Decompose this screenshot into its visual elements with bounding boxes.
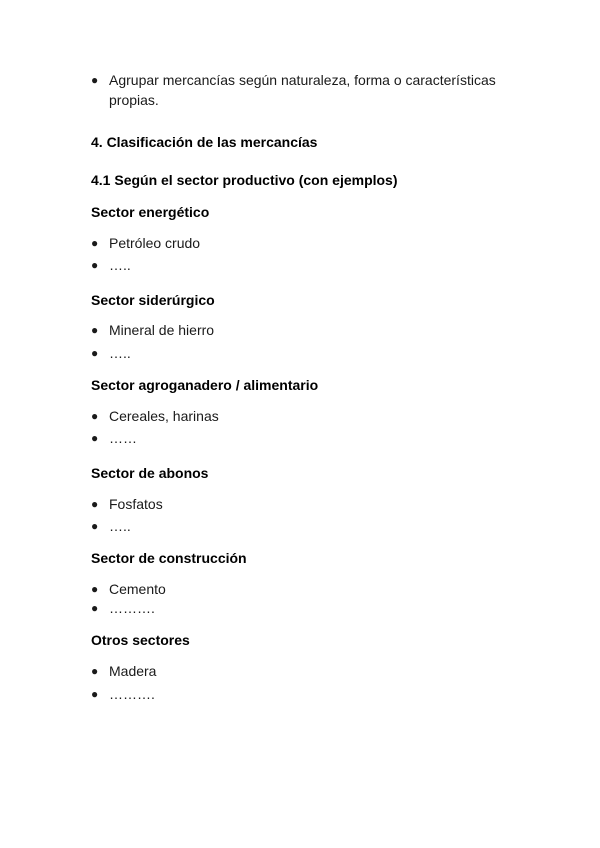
list-item-text: …… — [109, 430, 137, 446]
list-item-text: Petróleo crudo — [109, 235, 201, 251]
sector-heading: Sector agroganadero / alimentario — [91, 377, 319, 393]
bullet-icon: ● — [91, 582, 99, 596]
subsection-title: 4.1 Según el sector productivo (con ejemplos) — [91, 172, 398, 188]
list-item — [91, 516, 531, 536]
list-item-text: ….. — [109, 345, 131, 361]
list-item — [91, 428, 531, 448]
list-item-text: Mineral de hierro — [109, 322, 215, 338]
list-item-text: Fosfatos — [109, 496, 163, 512]
list-item-text: ….. — [109, 518, 131, 534]
bullet-icon: ● — [91, 601, 99, 615]
list-item — [91, 70, 531, 110]
list-item — [91, 494, 531, 514]
bullet-icon: ● — [91, 664, 99, 678]
bullet-icon: ● — [91, 258, 99, 272]
list-item-text: ………. — [109, 686, 155, 702]
section-title: 4. Clasificación de las mercancías — [91, 134, 318, 150]
list-item — [91, 684, 531, 704]
list-item-text: Agrupar mercancías según naturaleza, forma o características propias. — [109, 72, 496, 108]
list-item — [91, 579, 531, 599]
sector-heading: Sector de construcción — [91, 550, 247, 566]
list-item-text: Cemento — [109, 581, 166, 597]
list-item — [91, 320, 531, 340]
sector-heading: Sector energético — [91, 204, 210, 220]
bullet-icon: ● — [91, 236, 99, 250]
sector-heading: Sector de abonos — [91, 465, 209, 481]
list-item — [91, 661, 531, 681]
bullet-icon: ● — [91, 519, 99, 533]
list-item — [91, 233, 531, 253]
bullet-icon: ● — [91, 409, 99, 423]
list-item — [91, 598, 531, 618]
bullet-icon: ● — [91, 497, 99, 511]
list-item-text: Cereales, harinas — [109, 408, 219, 424]
list-item — [91, 255, 531, 275]
bullet-icon: ● — [91, 346, 99, 360]
sector-heading: Otros sectores — [91, 632, 190, 648]
bullet-icon: ● — [91, 431, 99, 445]
list-item-text: Madera — [109, 663, 157, 679]
list-item-text: ………. — [109, 600, 155, 616]
sector-heading: Sector siderúrgico — [91, 292, 215, 308]
list-item-text: ….. — [109, 257, 131, 273]
bullet-icon: ● — [91, 323, 99, 337]
list-item — [91, 406, 531, 426]
list-item — [91, 343, 531, 363]
bullet-icon: ● — [91, 687, 99, 701]
bullet-icon: ● — [91, 73, 99, 87]
